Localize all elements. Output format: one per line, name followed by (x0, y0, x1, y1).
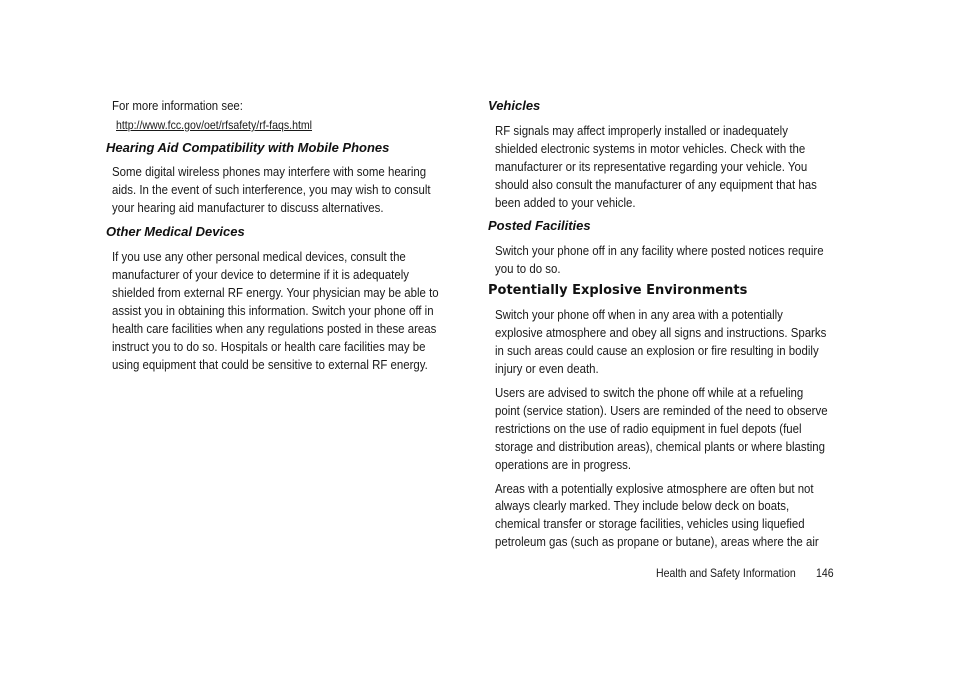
paragraph-line: been added to your vehicle. (495, 195, 636, 210)
paragraph-line: using equipment that could be sensitive to external RF energy. (112, 357, 428, 372)
paragraph-line: manufacturer or its representative regarding your vehicle. You (495, 159, 808, 174)
paragraph-line: RF signals may affect improperly installed or inadequately (495, 123, 788, 138)
footer-section-title: Health and Safety Information (656, 566, 796, 580)
paragraph-line: explosive atmosphere and obey all signs and instructions. Sparks (495, 325, 827, 340)
medical-devices-heading: Other Medical Devices (106, 224, 245, 239)
paragraph-line: you to do so. (495, 261, 561, 276)
paragraph-line: always clearly marked. They include below deck on boats, (495, 498, 790, 513)
paragraph-line: should also consult the manufacturer of any equipment that has (495, 177, 817, 192)
vehicles-heading: Vehicles (488, 98, 541, 113)
hearing-aid-heading: Hearing Aid Compatibility with Mobile Phones (106, 140, 390, 155)
paragraph-line: If you use any other personal medical devices, consult the (112, 249, 406, 264)
paragraph-line: shielded from external RF energy. Your physician may be able to (112, 285, 439, 300)
paragraph-line: your hearing aid manufacturer to discuss alternatives. (112, 200, 384, 215)
explosive-environments-heading: Potentially Explosive Environments (488, 283, 748, 298)
paragraph-line: restrictions on the use of radio equipment in fuel depots (fuel (495, 421, 802, 436)
paragraph-line: aids. In the event of such interference, you may wish to consult (112, 182, 431, 197)
paragraph-line: assist you in obtaining this information. Switch your phone off in (112, 303, 434, 318)
paragraph-line: chemical transfer or storage facilities, vehicles using liquefied (495, 516, 805, 531)
posted-facilities-heading: Posted Facilities (488, 218, 591, 233)
paragraph-line: Switch your phone off in any facility where posted notices require (495, 243, 824, 258)
paragraph-line: storage and distribution areas), chemical plants or where blasting (495, 439, 826, 454)
paragraph-line: petroleum gas (such as propane or butane), areas where the air (495, 534, 819, 549)
paragraph-line: Areas with a potentially explosive atmosphere are often but not (495, 481, 814, 496)
paragraph-line: instruct you to do so. Hospitals or health care facilities may be (112, 339, 426, 354)
paragraph-line: shielded electronic systems in motor vehicles. Check with the (495, 141, 806, 156)
paragraph-line: health care facilities when any regulations posted in these areas (112, 321, 437, 336)
page-number: 146 (816, 566, 834, 580)
paragraph-line: manufacturer of your device to determine if it is adequately (112, 267, 409, 282)
paragraph-line: Users are advised to switch the phone off while at a refueling (495, 385, 804, 400)
paragraph-line: injury or even death. (495, 361, 599, 376)
paragraph-line: Switch your phone off when in any area with a potentially (495, 307, 783, 322)
paragraph-line: point (service station). Users are reminded of the need to observe (495, 403, 828, 418)
paragraph-line: Some digital wireless phones may interfere with some hearing (112, 164, 427, 179)
paragraph-line: in such areas could cause an explosion or fire resulting in bodily (495, 343, 819, 358)
info-intro: For more information see: (112, 98, 243, 113)
paragraph-line: operations are in progress. (495, 457, 632, 472)
fcc-faq-link[interactable]: http://www.fcc.gov/oet/rfsafety/rf-faqs.html (116, 118, 313, 132)
